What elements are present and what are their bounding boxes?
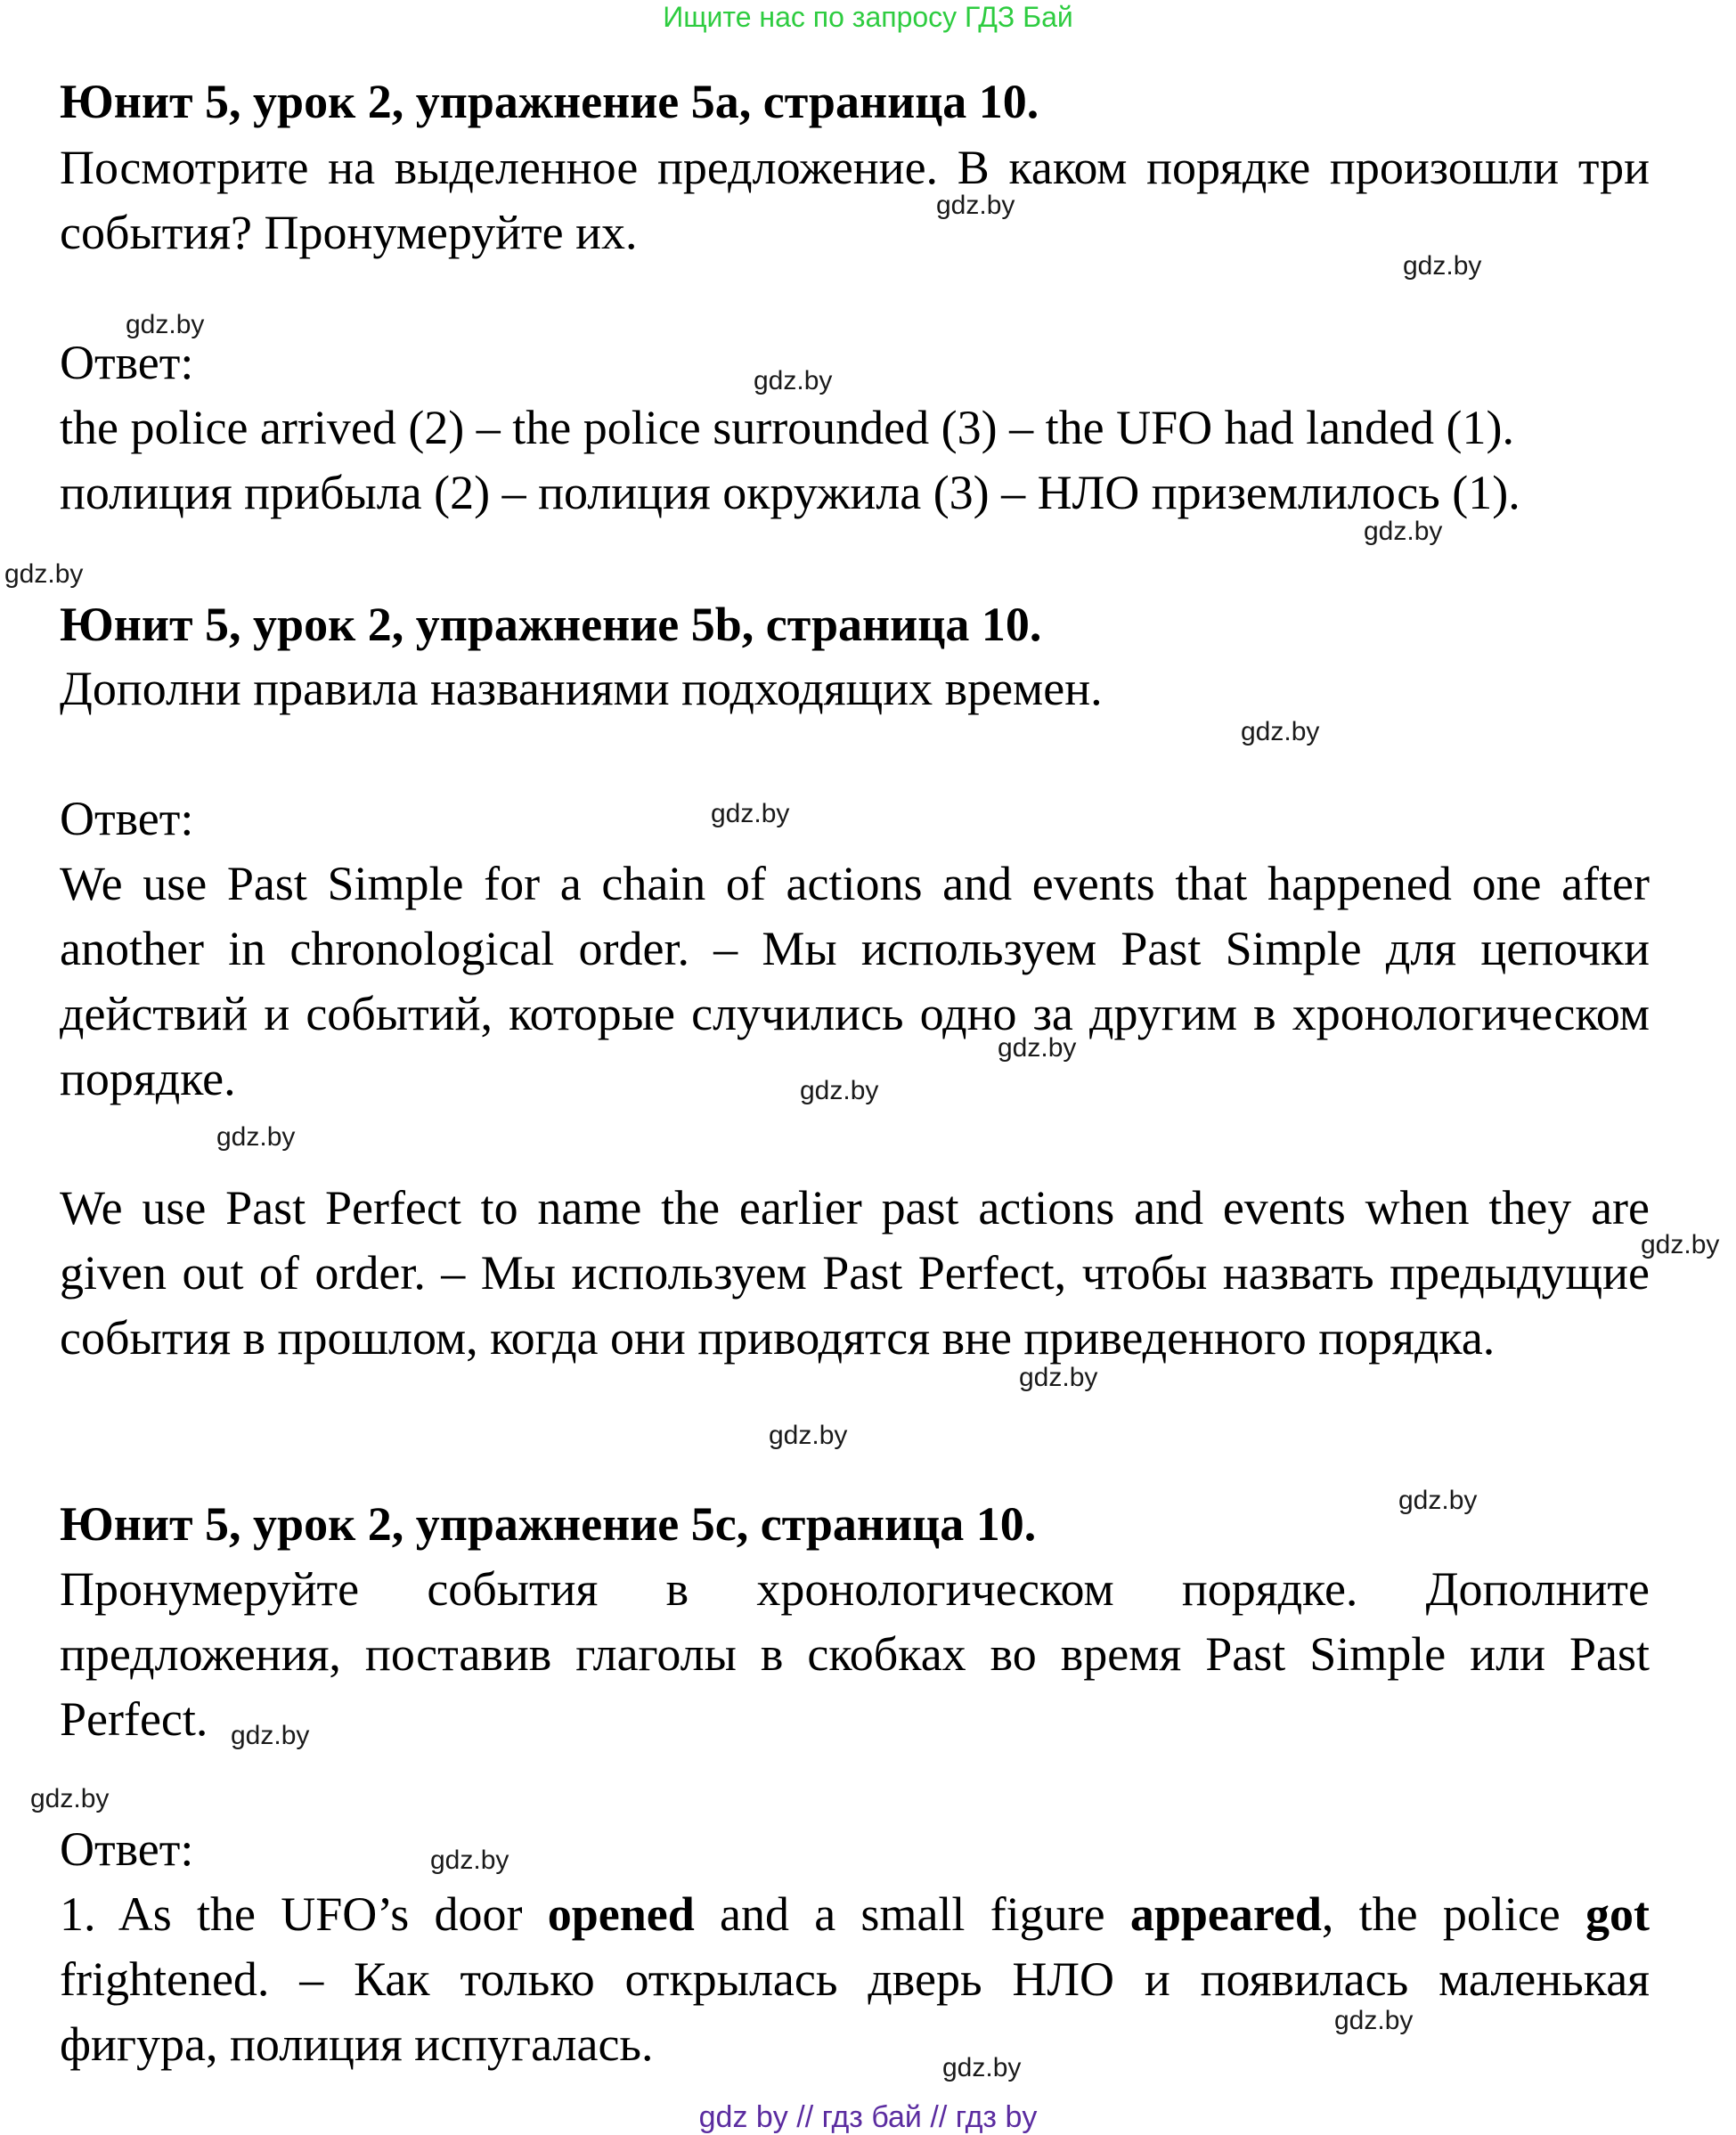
- section-5a-title: Юнит 5, урок 2, упражнение 5а, страница 10.: [60, 75, 1039, 128]
- watermark: gdz.by: [998, 1033, 1077, 1063]
- watermark: gdz.by: [1364, 517, 1443, 546]
- section-5b-paragraph-1: We use Past Simple for a chain of actions and events that happened one after another in chronological order. – Мы используем Past Simple для цепочки действий и событий, которые случились одно за другим в хронологическом порядке.: [60, 857, 1650, 1105]
- watermark: gdz.by: [1641, 1230, 1720, 1259]
- watermark: gdz.by: [1398, 1486, 1478, 1515]
- section-5a-answer-line-2: полиция прибыла (2) – полиция окружила (3) – НЛО приземлилось (1).: [60, 466, 1520, 519]
- watermark: gdz.by: [30, 1784, 110, 1813]
- item-bold-verb-3: got: [1585, 1887, 1650, 1941]
- section-5b-answer-label: Ответ:: [60, 792, 194, 845]
- watermark: gdz.by: [4, 559, 84, 589]
- watermark: gdz.by: [711, 799, 790, 828]
- top-banner[interactable]: Ищите нас по запросу ГДЗ Бай: [663, 1, 1073, 33]
- section-5b-paragraph-2: We use Past Perfect to name the earlier past actions and events when they are given out of order. – Мы используем Past Perfect, чтобы назвать предыдущие события в прошлом, когда они приводятся вне приведенного порядка.: [60, 1181, 1650, 1365]
- item-text-part-1: 1. As the UFO’s door: [60, 1887, 548, 1941]
- watermark: gdz.by: [1241, 717, 1320, 746]
- section-5a-task: Посмотрите на выделенное предложение. В каком порядке произошли три события? Пронумеруйте их.: [60, 141, 1650, 259]
- section-5c-task: Пронумеруйте события в хронологическом порядке. Дополните предложения, поставив глаголы в скобках во время Past Simple или Past Perfect.: [60, 1562, 1650, 1746]
- item-text-part-4: frightened. – Как только открылась дверь НЛО и появилась маленькая фигура, полиция испугалась.: [60, 1952, 1650, 2071]
- watermark: gdz.by: [800, 1076, 879, 1105]
- watermark: gdz.by: [754, 366, 833, 395]
- item-bold-verb-2: appeared: [1129, 1887, 1322, 1941]
- watermark: gdz.by: [942, 2053, 1022, 2082]
- section-5a-answer-label: Ответ:: [60, 336, 194, 389]
- item-bold-verb-1: opened: [547, 1887, 695, 1941]
- watermark: gdz.by: [936, 191, 1015, 220]
- watermark: gdz.by: [1403, 251, 1482, 281]
- watermark: gdz.by: [1019, 1363, 1098, 1392]
- item-text-part-3: , the police: [1321, 1887, 1586, 1941]
- watermark: gdz.by: [1334, 2006, 1414, 2035]
- watermark: gdz.by: [769, 1421, 848, 1450]
- watermark: gdz.by: [430, 1846, 509, 1875]
- section-5c-answer-item-1: [60, 1882, 1650, 2077]
- section-5b-task: Дополни правила названиями подходящих времен.: [60, 662, 1103, 715]
- section-5c-answer-label: Ответ:: [60, 1822, 194, 1876]
- watermark: gdz.by: [231, 1721, 310, 1750]
- item-text-part-2: and a small figure: [694, 1887, 1130, 1941]
- section-5b-title: Юнит 5, урок 2, упражнение 5b, страница 10.: [60, 598, 1042, 651]
- watermark: gdz.by: [126, 310, 205, 339]
- section-5a-answer-line-1: the police arrived (2) – the police surrounded (3) – the UFO had landed (1).: [60, 401, 1514, 454]
- footer-links[interactable]: gdz by // гдз бай // гдз by: [698, 2100, 1038, 2134]
- section-5c-title: Юнит 5, урок 2, упражнение 5c, страница 10.: [60, 1497, 1037, 1551]
- watermark: gdz.by: [216, 1122, 296, 1152]
